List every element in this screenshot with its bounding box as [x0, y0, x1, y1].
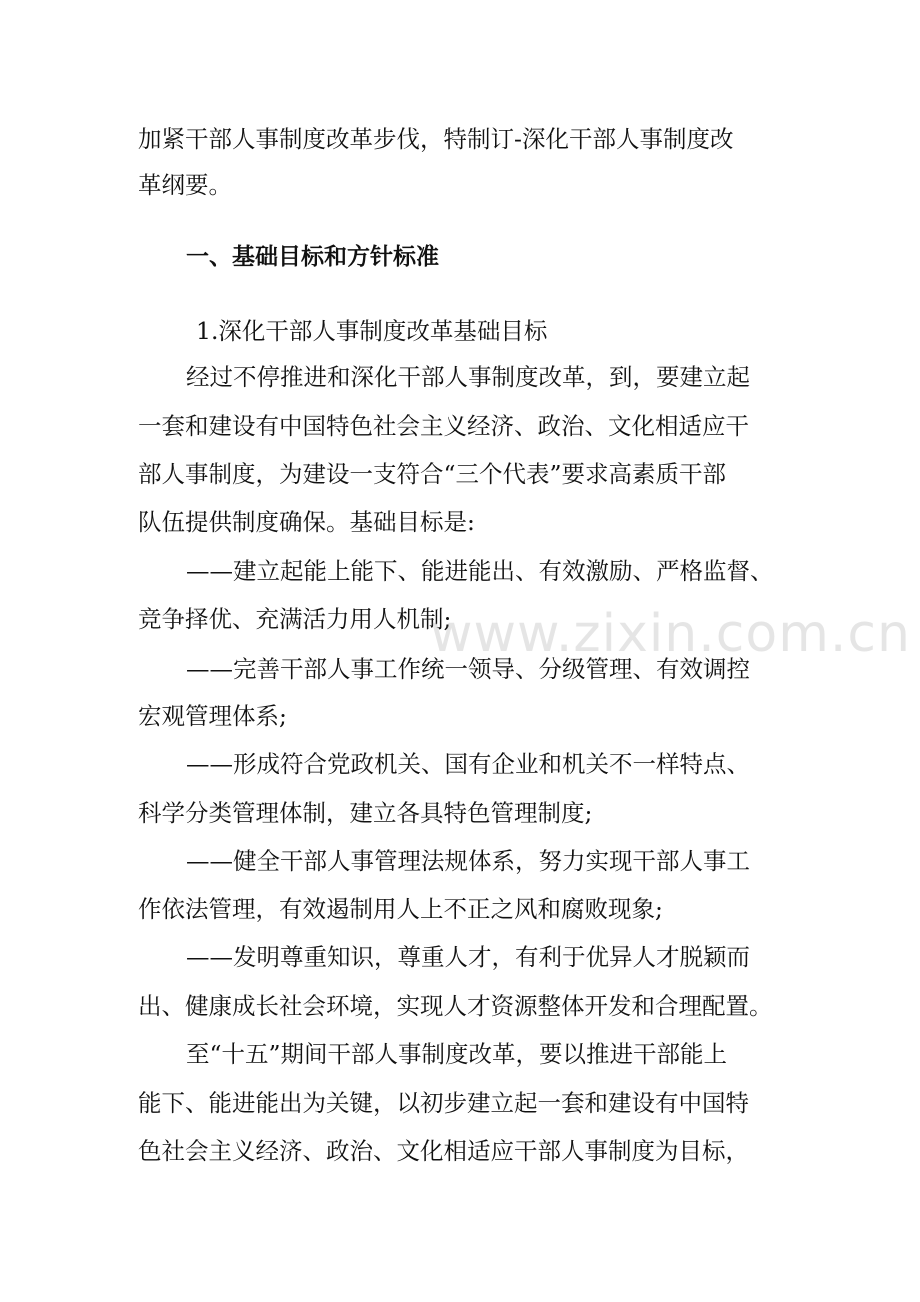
list-item-line: 科学分类管理体制，建立各具特色管理制度;	[138, 799, 593, 827]
subsection-heading: 1.深化干部人事制度改革基础目标	[196, 317, 548, 345]
list-item-line: ——健全干部人事管理法规体系，努力实现干部人事工	[186, 847, 750, 875]
list-item-line: 竞争择优、充满活力用人机制;	[138, 605, 452, 633]
list-item-line: ——完善干部人事工作统一领导、分级管理、有效调控	[186, 655, 750, 683]
paragraph-line: 至“十五”期间干部人事制度改革，要以推进干部能上	[186, 1040, 728, 1068]
paragraph-line: 经过不停推进和深化干部人事制度改革，到，要建立起	[186, 363, 750, 391]
paragraph-line: 队伍提供制度确保。基础目标是:	[138, 508, 475, 536]
paragraph-line: 加紧干部人事制度改革步伐，特制订-深化干部人事制度改	[138, 125, 734, 153]
paragraph-line: 能下、能进能出为关键，以初步建立起一套和建设有中国特	[138, 1089, 749, 1117]
paragraph-line: 色社会主义经济、政治、文化相适应干部人事制度为目标，	[138, 1137, 749, 1165]
list-item-line: 作依法管理，有效遏制用人上不正之风和腐败现象;	[138, 895, 663, 923]
list-item-line: ——发明尊重知识，尊重人才，有利于优异人才脱颖而	[186, 943, 750, 971]
list-item-line: 出、健康成长社会环境，实现人才资源整体开发和合理配置。	[138, 992, 773, 1020]
watermark-text: www.zixin.com.cn	[430, 604, 911, 664]
paragraph-line: 部人事制度，为建设一支符合“三个代表”要求高素质干部	[138, 460, 727, 488]
paragraph-line: 革纲要。	[138, 171, 232, 199]
section-heading: 一、基础目标和方针标准	[186, 244, 439, 270]
paragraph-line: 一套和建设有中国特色社会主义经济、政治、文化相适应干	[138, 412, 749, 440]
list-item-line: ——建立起能上能下、能进能出、有效激励、严格监督、	[186, 557, 774, 585]
list-item-line: 宏观管理体系;	[138, 702, 287, 730]
list-item-line: ——形成符合党政机关、国有企业和机关不一样特点、	[186, 750, 750, 778]
